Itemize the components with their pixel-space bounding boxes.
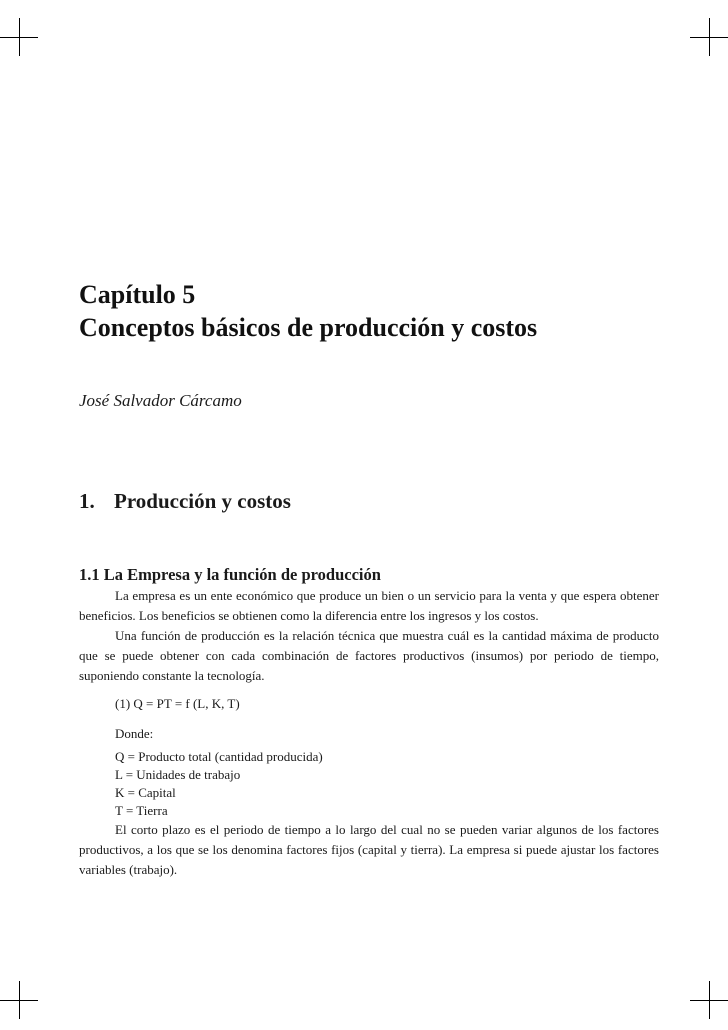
author-name: José Salvador Cárcamo (79, 391, 242, 410)
chapter-heading (79, 278, 659, 344)
definitions-list (79, 748, 659, 820)
formula: (1) Q = PT = f (L, K, T) (115, 696, 240, 711)
crop-mark-top-right-v (709, 18, 710, 56)
chapter-title: Conceptos básicos de producción y costos (79, 313, 538, 342)
section-title: Producción y costos (114, 489, 291, 513)
definition-item: L = Unidades de trabajo (115, 767, 241, 782)
paragraph-corto-plazo: El corto plazo es el periodo de tiempo a lo largo del cual no se pueden variar algunos de los factores productivos, a los que se los denomina factores fijos (capital y tierra). La empresa si puede ajustar los factores variables (trabajo). (79, 822, 659, 877)
definition-item: T = Tierra (115, 803, 168, 818)
crop-mark-bottom-left-v (19, 981, 20, 1019)
definition-item: Q = Producto total (cantidad producida) (115, 749, 323, 764)
section-number: 1. (79, 489, 95, 513)
definition-item: K = Capital (115, 785, 176, 800)
donde-label: Donde: (115, 726, 154, 741)
crop-mark-bottom-right-v (709, 981, 710, 1019)
crop-mark-top-left-v (19, 18, 20, 56)
document-page (79, 278, 659, 880)
subsection-heading: 1.1 La Empresa y la función de producción (79, 565, 381, 584)
paragraph-funcion-produccion: Una función de producción es la relación técnica que muestra cuál es la cantidad máxima de producto que se puede obtener con cada combinación de factores productivos (insumos) por periodo de tiempo, suponiendo constante la tecnología. (79, 628, 659, 683)
paragraph-empresa: La empresa es un ente económico que produce un bien o un servicio para la venta y que espera obtener beneficios. Los beneficios se obtienen como la diferencia entre los ingresos y los costos. (79, 588, 659, 623)
chapter-number: Capítulo 5 (79, 280, 196, 309)
section-heading (79, 488, 659, 514)
